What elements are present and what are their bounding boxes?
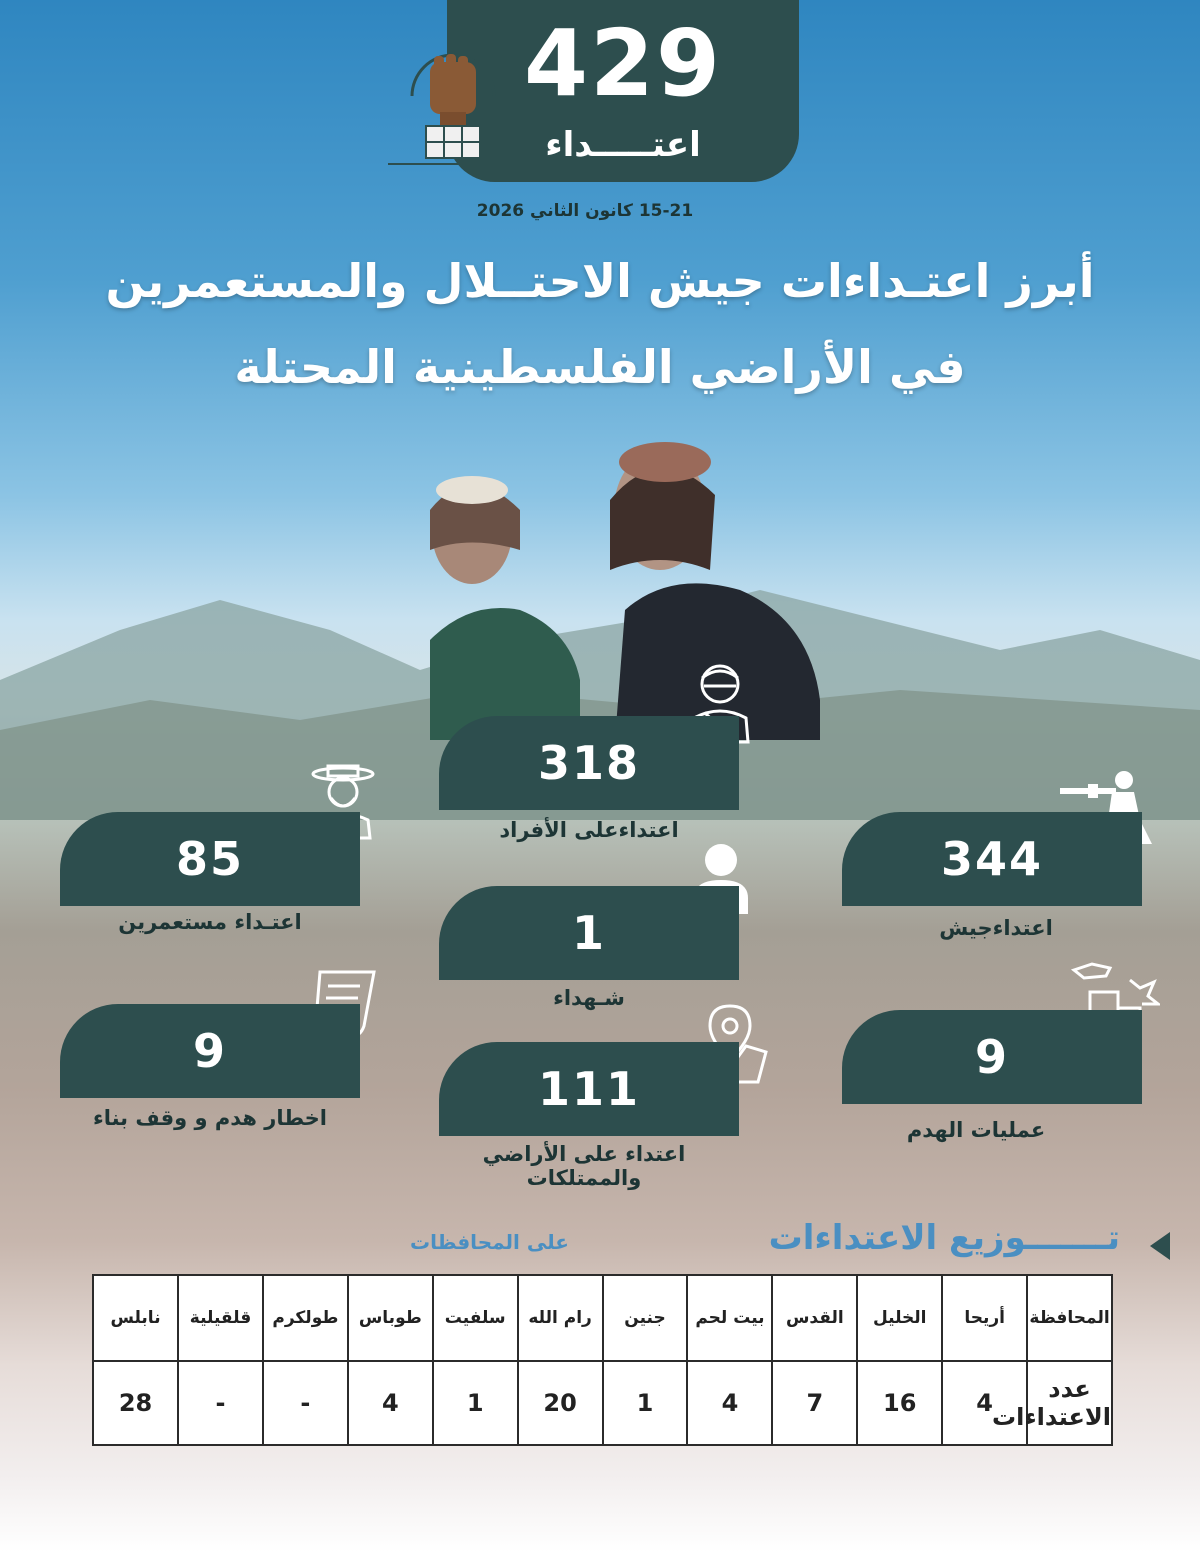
total-label: اعتـــــداء <box>545 125 701 165</box>
demolitions-label: عمليات الهدم <box>906 1118 1046 1142</box>
individuals-card: 318 <box>439 716 739 810</box>
table-cell: نابلس <box>93 1275 178 1361</box>
table-cell: جنين <box>603 1275 688 1361</box>
table-cell: 7 <box>772 1361 857 1445</box>
arrow-marker <box>1150 1232 1170 1260</box>
governorates-table <box>92 1274 1113 1446</box>
table-cell: أريحا <box>942 1275 1027 1361</box>
table-cell: طوباس <box>348 1275 433 1361</box>
table-row <box>93 1361 1112 1445</box>
table-cell: 4 <box>942 1361 1027 1445</box>
table-cell: بيت لحم <box>687 1275 772 1361</box>
table-cell: القدس <box>772 1275 857 1361</box>
distribution-title <box>410 1218 1120 1264</box>
army-label: اعتداءجيش <box>939 916 1053 940</box>
row-header-count: عدد الاعتداءات <box>1027 1361 1112 1445</box>
total-count: 429 <box>523 10 723 117</box>
settlers-label: اعتـداء مستعمرين <box>118 910 302 934</box>
lands-label: اعتداء على الأراضي والممتلكات <box>482 1142 686 1190</box>
martyrs-card: 1 <box>439 886 739 980</box>
table-cell: قلقيلية <box>178 1275 263 1361</box>
distribution-subtitle: على المحافظات <box>410 1230 569 1254</box>
table-cell: سلفيت <box>433 1275 518 1361</box>
table-cell: 20 <box>518 1361 603 1445</box>
table-cell: - <box>178 1361 263 1445</box>
table-cell: 28 <box>93 1361 178 1445</box>
table-cell: 1 <box>603 1361 688 1445</box>
table-cell: الخليل <box>857 1275 942 1361</box>
fist-logo <box>382 46 524 172</box>
notices-label: اخطار هدم و وقف بناء <box>92 1106 328 1130</box>
date-range: 15-21 كانون الثاني 2026 <box>476 201 694 221</box>
headline-line-1: أبرز اعتـداءات جيش الاحتــلال والمستعمرين <box>105 254 1095 308</box>
table-cell: طولكرم <box>263 1275 348 1361</box>
people-photo <box>410 440 840 740</box>
army-card: 344 <box>842 812 1142 906</box>
lands-card: 111 <box>439 1042 739 1136</box>
table-cell: 16 <box>857 1361 942 1445</box>
notices-card: 9 <box>60 1004 360 1098</box>
table-cell: 1 <box>433 1361 518 1445</box>
demolitions-card: 9 <box>842 1010 1142 1104</box>
table-row <box>93 1275 1112 1361</box>
settlers-card: 85 <box>60 812 360 906</box>
headline-line-2: في الأراضي الفلسطينية المحتلة <box>234 340 966 394</box>
row-header-governorate: المحافظة <box>1027 1275 1112 1361</box>
table-cell: 4 <box>348 1361 433 1445</box>
table-cell: - <box>263 1361 348 1445</box>
table-cell: رام الله <box>518 1275 603 1361</box>
distribution-main-title: تـــــــوزيع الاعتداءات <box>768 1218 1120 1258</box>
individuals-label: اعتداءعلى الأفراد <box>499 818 679 842</box>
table-cell: 4 <box>687 1361 772 1445</box>
martyrs-label: شـهداء <box>553 986 625 1010</box>
